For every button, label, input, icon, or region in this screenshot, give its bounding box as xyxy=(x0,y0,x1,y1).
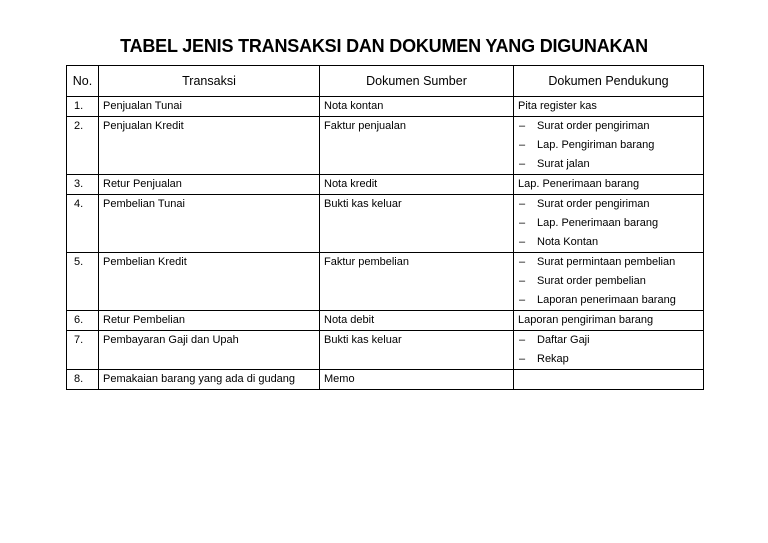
list-item xyxy=(518,117,699,136)
dokumen-pendukung-cell xyxy=(514,117,704,175)
row-number: 7. xyxy=(67,331,99,370)
transaksi-cell: Pemakaian barang yang ada di gudang xyxy=(99,370,320,390)
table-row xyxy=(67,175,704,195)
header-transaksi: Transaksi xyxy=(99,66,320,97)
dokumen-pendukung-cell xyxy=(514,370,704,390)
dokumen-sumber-cell: Faktur pembelian xyxy=(320,253,514,311)
transaksi-cell: Pembelian Tunai xyxy=(99,195,320,253)
transaksi-cell: Retur Penjualan xyxy=(99,175,320,195)
list-item-label: Daftar Gaji xyxy=(537,334,590,346)
dokumen-sumber-cell: Nota kredit xyxy=(320,175,514,195)
list-item xyxy=(518,350,699,369)
list-item xyxy=(518,272,699,291)
list-item-label: Laporan penerimaan barang xyxy=(537,294,676,306)
table-row xyxy=(67,370,704,390)
list-item xyxy=(518,136,699,155)
list-dash: – xyxy=(519,256,526,268)
header-no: No. xyxy=(67,66,99,97)
dokumen-pendukung-cell: Laporan pengiriman barang xyxy=(514,311,704,331)
list-item xyxy=(518,291,699,310)
list-item xyxy=(518,331,699,350)
header-dokumen-sumber: Dokumen Sumber xyxy=(320,66,514,97)
dokumen-sumber-cell: Nota kontan xyxy=(320,97,514,117)
list-item-label: Surat order pengiriman xyxy=(537,120,650,132)
dokumen-pendukung-cell xyxy=(514,331,704,370)
list-item-label: Surat order pembelian xyxy=(537,275,646,287)
transaksi-cell: Pembayaran Gaji dan Upah xyxy=(99,331,320,370)
dokumen-sumber-cell: Faktur penjualan xyxy=(320,117,514,175)
dokumen-pendukung-cell xyxy=(514,253,704,311)
dokumen-sumber-cell: Bukti kas keluar xyxy=(320,331,514,370)
transaksi-cell: Pembelian Kredit xyxy=(99,253,320,311)
list-item-label: Rekap xyxy=(537,353,569,365)
list-item xyxy=(518,253,699,272)
transaksi-cell: Penjualan Tunai xyxy=(99,97,320,117)
dokumen-sumber-cell: Bukti kas keluar xyxy=(320,195,514,253)
list-dash: – xyxy=(519,275,526,287)
header-dokumen-pendukung: Dokumen Pendukung xyxy=(514,66,704,97)
table-row xyxy=(67,311,704,331)
list-item-label: Nota Kontan xyxy=(537,236,599,248)
table-row xyxy=(67,195,704,253)
list-dash: – xyxy=(519,139,526,151)
list-dash: – xyxy=(519,353,526,365)
table-row xyxy=(67,97,704,117)
table-row xyxy=(67,117,704,175)
list-item-label: Surat order pengiriman xyxy=(537,198,650,210)
row-number: 1. xyxy=(67,97,99,117)
row-number: 8. xyxy=(67,370,99,390)
row-number: 4. xyxy=(67,195,99,253)
list-dash: – xyxy=(519,334,526,346)
list-dash: – xyxy=(519,120,526,132)
list-dash: – xyxy=(519,158,526,170)
list-item xyxy=(518,233,699,252)
row-number: 3. xyxy=(67,175,99,195)
dokumen-pendukung-cell: Lap. Penerimaan barang xyxy=(514,175,704,195)
transaksi-cell: Penjualan Kredit xyxy=(99,117,320,175)
dokumen-sumber-cell: Memo xyxy=(320,370,514,390)
list-item-label: Lap. Penerimaan barang xyxy=(537,217,659,229)
table-body xyxy=(67,97,704,390)
list-item xyxy=(518,214,699,233)
page-title: TABEL JENIS TRANSAKSI DAN DOKUMEN YANG DIGUNAKAN xyxy=(120,36,648,56)
table-row xyxy=(67,253,704,311)
list-item-label: Surat permintaan pembelian xyxy=(537,256,676,268)
list-item xyxy=(518,195,699,214)
list-dash: – xyxy=(519,198,526,210)
row-number: 5. xyxy=(67,253,99,311)
table-header-row xyxy=(67,66,704,97)
transaction-document-table xyxy=(66,65,704,390)
row-number: 6. xyxy=(67,311,99,331)
list-dash: – xyxy=(519,236,526,248)
list-item xyxy=(518,155,699,174)
table-row xyxy=(67,331,704,370)
list-item-label: Surat jalan xyxy=(537,158,590,170)
row-number: 2. xyxy=(67,117,99,175)
dokumen-pendukung-cell: Pita register kas xyxy=(514,97,704,117)
transaksi-cell: Retur Pembelian xyxy=(99,311,320,331)
list-item-label: Lap. Pengiriman barang xyxy=(537,139,655,151)
list-dash: – xyxy=(519,217,526,229)
list-dash: – xyxy=(519,294,526,306)
dokumen-sumber-cell: Nota debit xyxy=(320,311,514,331)
dokumen-pendukung-cell xyxy=(514,195,704,253)
